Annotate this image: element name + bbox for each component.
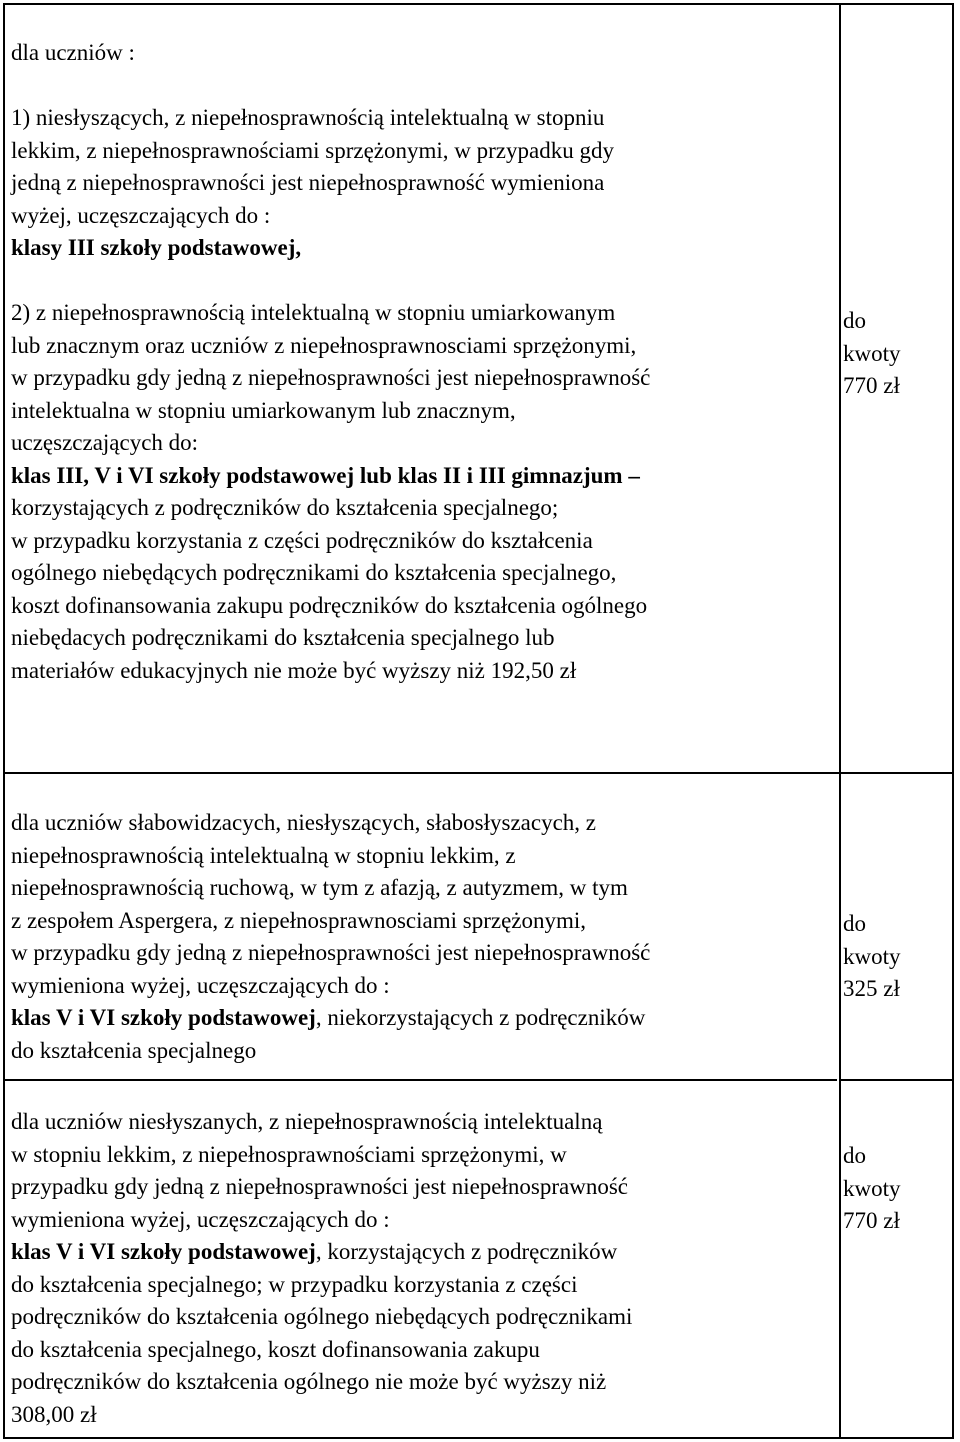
text-line	[11, 590, 650, 623]
amount-text: 770 zł	[843, 1208, 900, 1233]
amount-text: 770 zł	[843, 373, 900, 398]
text-line	[11, 265, 650, 298]
plain-text: niepełnosprawnością intelektualną w stopniu lekkim, z	[11, 842, 516, 868]
amount-text: do	[843, 1143, 866, 1168]
row-2-amount	[843, 908, 901, 1006]
plain-text: uczęszczających do:	[11, 430, 199, 455]
bold-text: klas V i VI szkoły podstawowej	[11, 1005, 316, 1030]
plain-text: przypadku gdy jedną z niepełnosprawności jest niepełnosprawność	[11, 1174, 628, 1199]
text-line	[11, 1236, 632, 1269]
plain-text: wymieniona wyżej, uczęszczających do :	[11, 1206, 390, 1232]
row-divider	[5, 1079, 837, 1081]
text-line	[11, 232, 650, 265]
amount-text: kwoty	[843, 943, 901, 969]
plain-text: do kształcenia specjalnego	[11, 1037, 257, 1063]
text-line	[11, 167, 650, 200]
column-divider	[839, 5, 841, 1437]
plain-text: w przypadku gdy jedną z niepełnosprawności jest niepełnosprawność	[11, 365, 651, 390]
text-line	[11, 297, 650, 330]
text-line	[11, 905, 650, 938]
text-line	[11, 840, 650, 873]
text-line	[11, 1106, 632, 1139]
text-line	[11, 525, 650, 558]
plain-text: , niekorzystających z podręczników	[315, 1005, 646, 1030]
text-line	[11, 1334, 632, 1367]
text-line	[11, 70, 650, 103]
text-line	[11, 1002, 650, 1035]
text-line	[11, 1399, 632, 1432]
plain-text: lekkim, z niepełnosprawnościami sprzężonymi, w przypadku gdy	[11, 137, 614, 163]
bold-text: klas V i VI szkoły podstawowej	[11, 1239, 316, 1264]
text-line	[11, 1269, 632, 1302]
plain-text: wymieniona wyżej, uczęszczających do :	[11, 972, 390, 998]
text-line	[11, 362, 650, 395]
bold-text: klas III, V i VI szkoły podstawowej lub klas II i III gimnazjum –	[11, 462, 640, 488]
plain-text: podręczników do kształcenia ogólnego nie może być wyższy niż	[11, 1369, 607, 1394]
plain-text: 1) niesłyszących, z niepełnosprawnością intelektualną w stopniu	[11, 105, 605, 130]
text-line	[11, 102, 650, 135]
text-line	[11, 135, 650, 168]
text-line	[11, 1204, 632, 1237]
text-line	[11, 1301, 632, 1334]
text-line	[11, 37, 650, 70]
text-line	[11, 970, 650, 1003]
plain-text: do kształcenia specjalnego; w przypadku korzystania z części	[11, 1271, 578, 1297]
plain-text: z zespołem Aspergera, z niepełnosprawnosciami sprzężonymi,	[11, 907, 587, 933]
plain-text: dla uczniów słabowidzacych, niesłyszących, słabosłyszacych, z	[11, 810, 597, 835]
amount-text: kwoty	[843, 1175, 901, 1201]
row-1-description	[11, 37, 650, 687]
plain-text: w przypadku korzystania z części podręczników do kształcenia	[11, 527, 593, 553]
row-3-amount	[843, 1140, 901, 1238]
plain-text: do kształcenia specjalnego, koszt dofinansowania zakupu	[11, 1336, 540, 1362]
plain-text: niepełnosprawnością ruchową, w tym z afazją, z autyzmem, w tym	[11, 875, 628, 900]
row-divider	[5, 772, 952, 774]
text-line	[11, 427, 650, 460]
text-line	[11, 1035, 650, 1068]
plain-text: wyżej, uczęszczających do :	[11, 202, 271, 228]
plain-text: intelektualna w stopniu umiarkowanym lub znacznym,	[11, 397, 516, 423]
plain-text: koszt dofinansowania zakupu podręczników do kształcenia ogólnego	[11, 592, 648, 618]
plain-text: materiałów edukacyjnych nie może być wyższy niż 192,50 zł	[11, 657, 577, 683]
row-2-description	[11, 807, 650, 1067]
text-line	[11, 655, 650, 688]
plain-text: lub znacznym oraz uczniów z niepełnosprawnosciami sprzężonymi,	[11, 332, 637, 358]
bold-text: klasy III szkoły podstawowej,	[11, 235, 302, 260]
plain-text: dla uczniów niesłyszanych, z niepełnosprawnością intelektualną	[11, 1109, 603, 1134]
text-line	[11, 872, 650, 905]
plain-text: , korzystających z podręczników	[315, 1239, 618, 1264]
plain-text: 308,00 zł	[11, 1401, 97, 1427]
plain-text: w przypadku gdy jedną z niepełnosprawności jest niepełnosprawność	[11, 940, 651, 965]
plain-text: jedną z niepełnosprawności jest niepełnosprawność wymieniona	[11, 170, 605, 195]
amount-text: do	[843, 911, 866, 936]
text-line	[11, 460, 650, 493]
text-line	[11, 1366, 632, 1399]
plain-text: 2) z niepełnosprawnością intelektualną w stopniu umiarkowanym	[11, 300, 616, 325]
row-3-description	[11, 1106, 632, 1431]
text-line	[11, 1139, 632, 1172]
text-line	[11, 330, 650, 363]
plain-text: w stopniu lekkim, z niepełnosprawnościami sprzężonymi, w	[11, 1141, 567, 1167]
text-line	[11, 807, 650, 840]
text-line	[11, 492, 650, 525]
text-line	[11, 200, 650, 233]
plain-text: niebędacych podręcznikami do kształcenia specjalnego lub	[11, 625, 555, 650]
row-1-amount	[843, 305, 901, 403]
plain-text: dla uczniów :	[11, 40, 135, 65]
text-line	[11, 622, 650, 655]
amount-text: kwoty	[843, 340, 901, 366]
plain-text: podręczników do kształcenia ogólnego niebędących podręcznikami	[11, 1304, 633, 1329]
text-line	[11, 557, 650, 590]
row-divider	[839, 1079, 952, 1081]
plain-text: ogólnego niebędących podręcznikami do kształcenia specjalnego,	[11, 560, 617, 585]
text-line	[11, 1171, 632, 1204]
amount-text: 325 zł	[843, 976, 900, 1001]
text-line	[11, 395, 650, 428]
plain-text: korzystających z podręczników do kształcenia specjalnego;	[11, 495, 559, 520]
amount-text: do	[843, 308, 866, 333]
text-line	[11, 937, 650, 970]
